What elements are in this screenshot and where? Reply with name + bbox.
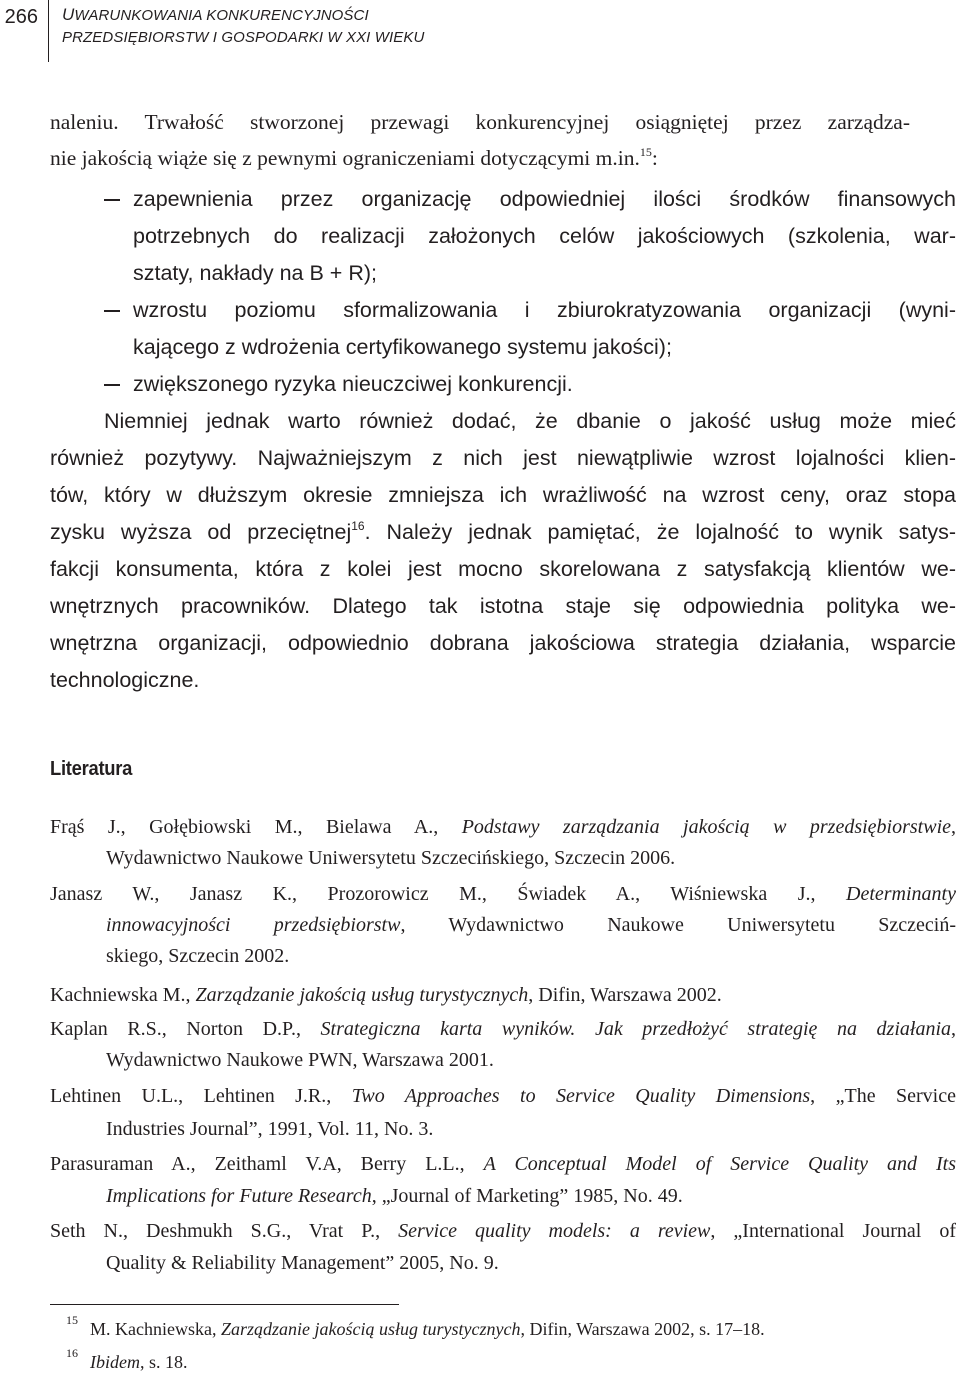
reference-entry-cont: Industries Journal”, 1991, Vol. 11, No. 3. xyxy=(106,1118,434,1140)
paragraph-line: technologiczne. xyxy=(50,668,200,692)
bullet-line: wzrostu poziomu sformalizowania i zbiurokratyzowania organizacji (wyni- xyxy=(133,298,956,322)
footnote-ref-16[interactable]: 16 xyxy=(351,519,365,533)
reference-entry: Parasuraman A., Zeithaml V.A, Berry L.L., A Conceptual Model of Service Quality and Its xyxy=(50,1153,956,1175)
bullet-dash xyxy=(104,310,120,312)
footnote-number: 16 xyxy=(66,1346,78,1360)
running-head-line-1: UWARUNKOWANIA KONKURENCYJNOŚCI xyxy=(62,5,369,24)
running-head xyxy=(62,4,424,49)
body-line: naleniu. Trwałość stworzonej przewagi konkurencyjnej osiągniętej przez zarządza- xyxy=(50,110,910,134)
paragraph-line: wnętrzna organizacji, odpowiednio dobrana jakościowa strategia działania, wsparcie xyxy=(50,631,956,655)
paragraph-line: tów, który w dłuższym okresie zmniejsza ich wrażliwość na wzrost ceny, oraz stopa xyxy=(50,483,956,507)
running-head-line-2: PRZEDSIĘBIORSTW I GOSPODARKI W XXI WIEKU xyxy=(62,29,425,46)
paragraph-line: również pozytywy. Najważniejszym z nich jest niewątpliwie wzrost lojalności klien- xyxy=(50,446,956,470)
page-number: 266 xyxy=(4,6,38,28)
footnote-divider xyxy=(50,1304,399,1305)
footnote-number: 15 xyxy=(66,1313,78,1327)
footnote-16: Ibidem, s. 18. xyxy=(90,1352,188,1372)
bullet-line: zwiększonego ryzyka nieuczciwej konkurencji. xyxy=(133,372,573,396)
reference-entry-cont: skiego, Szczecin 2002. xyxy=(106,945,290,967)
reference-entry: Kaplan R.S., Norton D.P., Strategiczna karta wyników. Jak przedłożyć strategię na działania, xyxy=(50,1018,956,1040)
header-divider xyxy=(48,0,49,62)
section-heading-literature: Literatura xyxy=(50,758,133,780)
reference-entry: Kachniewska M., Zarządzanie jakością usług turystycznych, Difin, Warszawa 2002. xyxy=(50,984,722,1006)
reference-entry-cont: Quality & Reliability Management” 2005, No. 9. xyxy=(106,1252,499,1274)
bullet-dash xyxy=(104,199,120,201)
reference-entry-cont: Wydawnictwo Naukowe PWN, Warszawa 2001. xyxy=(106,1049,494,1071)
footnote-ref-15[interactable]: 15 xyxy=(639,145,652,159)
paragraph-line: Niemniej jednak warto również dodać, że dbanie o jakość usług może mieć xyxy=(104,409,956,433)
reference-entry: Seth N., Deshmukh S.G., Vrat P., Service quality models: a review, „International Journal of xyxy=(50,1220,956,1242)
bullet-line: kającego z wdrożenia certyfikowanego systemu jakości); xyxy=(133,335,672,359)
bullet-line: potrzebnych do realizacji założonych celów jakościowych (szkolenia, war- xyxy=(133,224,956,248)
bullet-line: zapewnienia przez organizację odpowiedniej ilości środków finansowych xyxy=(133,187,956,211)
reference-entry-cont: innowacyjności przedsiębiorstw, Wydawnictwo Naukowe Uniwersytetu Szczeciń- xyxy=(106,914,956,936)
reference-entry-cont: Implications for Future Research, „Journal of Marketing” 1985, No. 49. xyxy=(106,1185,683,1207)
footnote-15: M. Kachniewska, Zarządzanie jakością usług turystycznych, Difin, Warszawa 2002, s. 17–18. xyxy=(90,1319,765,1339)
bullet-dash xyxy=(104,384,120,386)
reference-entry: Frąś J., Gołębiowski M., Bielawa A., Podstawy zarządzania jakością w przedsiębiorstwie, xyxy=(50,816,956,838)
paragraph-line: wnętrznych pracowników. Dlatego tak istotna staje się odpowiednia polityka we- xyxy=(50,594,956,618)
paragraph-line: zysku wyższa od przeciętnej$^{16}$. Należy jednak pamiętać, że lojalność to wynik satys- xyxy=(50,519,956,544)
bullet-line: sztaty, nakłady na B + R); xyxy=(133,261,377,285)
reference-entry: Janasz W., Janasz K., Prozorowicz M., Świadek A., Wiśniewska J., Determinanty xyxy=(50,883,956,905)
reference-entry: Lehtinen U.L., Lehtinen J.R., Two Approaches to Service Quality Dimensions, „The Service xyxy=(50,1085,956,1107)
reference-entry-cont: Wydawnictwo Naukowe Uniwersytetu Szczecińskiego, Szczecin 2006. xyxy=(106,847,676,869)
body-line: nie jakością wiąże się z pewnymi ograniczeniami dotyczącymi m.in.$^{15}$: xyxy=(50,145,658,170)
paragraph-line: fakcji konsumenta, która z kolei jest mocno skorelowana z satysfakcją klientów we- xyxy=(50,557,956,581)
